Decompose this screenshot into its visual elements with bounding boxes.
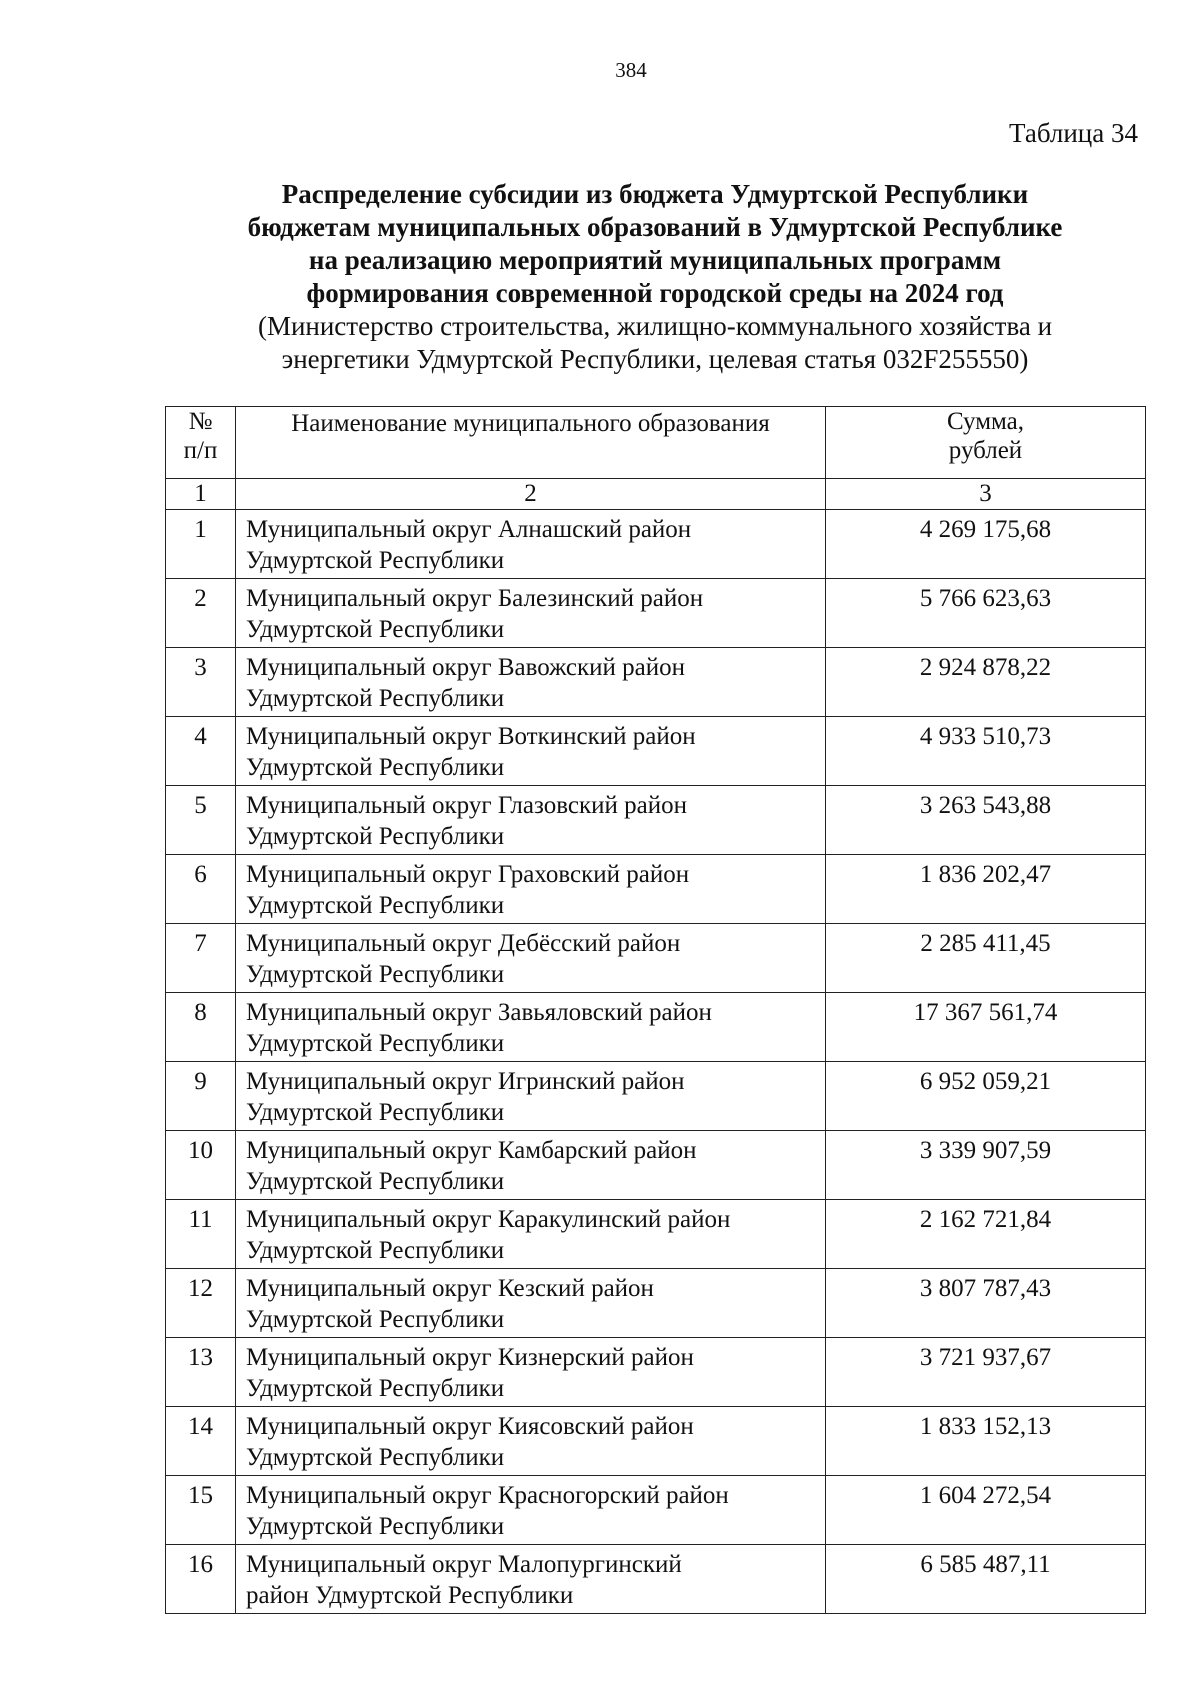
header-number	[166, 407, 236, 479]
municipality-name	[236, 648, 826, 717]
municipality-name-line1: Муниципальный округ Камбарский район	[246, 1137, 697, 1164]
municipality-name-line2: Удмуртской Республики	[246, 1099, 505, 1126]
column-index-row	[166, 479, 1146, 510]
municipality-name-line2: Удмуртской Республики	[246, 754, 505, 781]
municipality-name-line2: Удмуртской Республики	[246, 823, 505, 850]
table-row	[166, 579, 1146, 648]
subtitle-line: (Министерство строительства, жилищно-коммунального хозяйства и	[257, 311, 1053, 341]
header-name: Наименование муниципального образования	[236, 407, 826, 479]
municipality-name-line1: Муниципальный округ Алнашский район	[246, 516, 692, 543]
table-row	[166, 1131, 1146, 1200]
header-sum-line2: рублей	[948, 437, 1023, 464]
subsidy-amount: 4 269 175,68	[826, 510, 1146, 579]
municipality-name-line1: Муниципальный округ Вавожский район	[246, 654, 686, 681]
municipality-name-line1: Муниципальный округ Киясовский район	[246, 1413, 694, 1440]
title-line: бюджетам муниципальных образований в Удмуртской Республике	[247, 212, 1063, 242]
page-number: 384	[615, 58, 647, 82]
municipality-name-line1: Муниципальный округ Глазовский район	[246, 792, 687, 819]
municipality-name	[236, 1407, 826, 1476]
row-number: 11	[166, 1200, 236, 1269]
subsidy-amount: 17 367 561,74	[826, 993, 1146, 1062]
municipality-name	[236, 717, 826, 786]
table-row	[166, 1476, 1146, 1545]
subsidy-table	[165, 406, 1146, 1614]
row-number: 1	[166, 510, 236, 579]
municipality-name-line1: Муниципальный округ Дебёсский район	[246, 930, 681, 957]
title-line: на реализацию мероприятий муниципальных программ	[308, 245, 1002, 275]
municipality-name-line1: Муниципальный округ Кезский район	[246, 1275, 654, 1302]
municipality-name-line1: Муниципальный округ Игринский район	[246, 1068, 685, 1095]
table-row	[166, 1269, 1146, 1338]
subsidy-amount: 2 285 411,45	[826, 924, 1146, 993]
row-number: 10	[166, 1131, 236, 1200]
column-index-cell: 1	[166, 479, 236, 510]
table-row	[166, 1545, 1146, 1614]
municipality-name	[236, 924, 826, 993]
table-row	[166, 648, 1146, 717]
header-number-line2: п/п	[183, 437, 218, 464]
table-row	[166, 717, 1146, 786]
document-heading	[130, 178, 1180, 376]
row-number: 16	[166, 1545, 236, 1614]
table-label: Таблица 34	[1009, 118, 1138, 148]
subsidy-amount: 3 263 543,88	[826, 786, 1146, 855]
municipality-name-line2: Удмуртской Республики	[246, 1513, 505, 1540]
subsidy-amount: 5 766 623,63	[826, 579, 1146, 648]
row-number: 15	[166, 1476, 236, 1545]
header-number-line1: №	[188, 408, 213, 435]
municipality-name	[236, 993, 826, 1062]
subsidy-amount: 6 952 059,21	[826, 1062, 1146, 1131]
municipality-name-line1: Муниципальный округ Малопургинский	[246, 1551, 682, 1578]
subsidy-amount: 4 933 510,73	[826, 717, 1146, 786]
municipality-name	[236, 786, 826, 855]
municipality-name-line2: Удмуртской Республики	[246, 1444, 505, 1471]
municipality-name-line2: Удмуртской Республики	[246, 961, 505, 988]
municipality-name-line1: Муниципальный округ Завьяловский район	[246, 999, 712, 1026]
table-row	[166, 1062, 1146, 1131]
municipality-name-line2: Удмуртской Республики	[246, 1168, 505, 1195]
title-line: Распределение субсидии из бюджета Удмуртской Республики	[281, 179, 1029, 209]
municipality-name-line2: Удмуртской Республики	[246, 1375, 505, 1402]
row-number: 7	[166, 924, 236, 993]
subsidy-amount: 2 162 721,84	[826, 1200, 1146, 1269]
table-row	[166, 855, 1146, 924]
row-number: 12	[166, 1269, 236, 1338]
table-row	[166, 1200, 1146, 1269]
municipality-name-line1: Муниципальный округ Каракулинский район	[246, 1206, 731, 1233]
municipality-name-line1: Муниципальный округ Воткинский район	[246, 723, 696, 750]
municipality-name	[236, 1269, 826, 1338]
row-number: 13	[166, 1338, 236, 1407]
municipality-name-line2: Удмуртской Республики	[246, 616, 505, 643]
municipality-name	[236, 1545, 826, 1614]
row-number: 6	[166, 855, 236, 924]
table-row	[166, 993, 1146, 1062]
title-line: формирования современной городской среды на 2024 год	[306, 278, 1004, 308]
header-sum	[826, 407, 1146, 479]
row-number: 3	[166, 648, 236, 717]
municipality-name-line2: Удмуртской Республики	[246, 1306, 505, 1333]
row-number: 14	[166, 1407, 236, 1476]
row-number: 5	[166, 786, 236, 855]
subsidy-amount: 3 807 787,43	[826, 1269, 1146, 1338]
municipality-name-line2: Удмуртской Республики	[246, 892, 505, 919]
municipality-name-line1: Муниципальный округ Кизнерский район	[246, 1344, 694, 1371]
subsidy-amount: 6 585 487,11	[826, 1545, 1146, 1614]
row-number: 9	[166, 1062, 236, 1131]
row-number: 2	[166, 579, 236, 648]
subsidy-amount: 1 604 272,54	[826, 1476, 1146, 1545]
municipality-name-line1: Муниципальный округ Красногорский район	[246, 1482, 729, 1509]
municipality-name	[236, 579, 826, 648]
municipality-name	[236, 1062, 826, 1131]
municipality-name-line2: Удмуртской Республики	[246, 1237, 505, 1264]
row-number: 8	[166, 993, 236, 1062]
row-number: 4	[166, 717, 236, 786]
municipality-name	[236, 1131, 826, 1200]
municipality-name	[236, 1476, 826, 1545]
subsidy-amount: 1 833 152,13	[826, 1407, 1146, 1476]
subsidy-amount: 2 924 878,22	[826, 648, 1146, 717]
table-row	[166, 786, 1146, 855]
header-sum-line1: Сумма,	[946, 408, 1025, 435]
table-row	[166, 1338, 1146, 1407]
column-index-cell: 2	[236, 479, 826, 510]
municipality-name	[236, 1200, 826, 1269]
municipality-name	[236, 510, 826, 579]
municipality-name-line2: Удмуртской Республики	[246, 685, 505, 712]
table-row	[166, 1407, 1146, 1476]
municipality-name-line1: Муниципальный округ Граховский район	[246, 861, 690, 888]
municipality-name-line2: Удмуртской Республики	[246, 1030, 505, 1057]
table-header-row	[166, 407, 1146, 479]
municipality-name-line2: район Удмуртской Республики	[246, 1582, 574, 1609]
table-row	[166, 924, 1146, 993]
municipality-name-line1: Муниципальный округ Балезинский район	[246, 585, 704, 612]
municipality-name	[236, 1338, 826, 1407]
subsidy-amount: 3 721 937,67	[826, 1338, 1146, 1407]
municipality-name	[236, 855, 826, 924]
subsidy-amount: 1 836 202,47	[826, 855, 1146, 924]
subtitle-line: энергетики Удмуртской Республики, целевая статья 032F255550)	[281, 344, 1029, 374]
subsidy-amount: 3 339 907,59	[826, 1131, 1146, 1200]
municipality-name-line2: Удмуртской Республики	[246, 547, 505, 574]
column-index-cell: 3	[826, 479, 1146, 510]
table-row	[166, 510, 1146, 579]
